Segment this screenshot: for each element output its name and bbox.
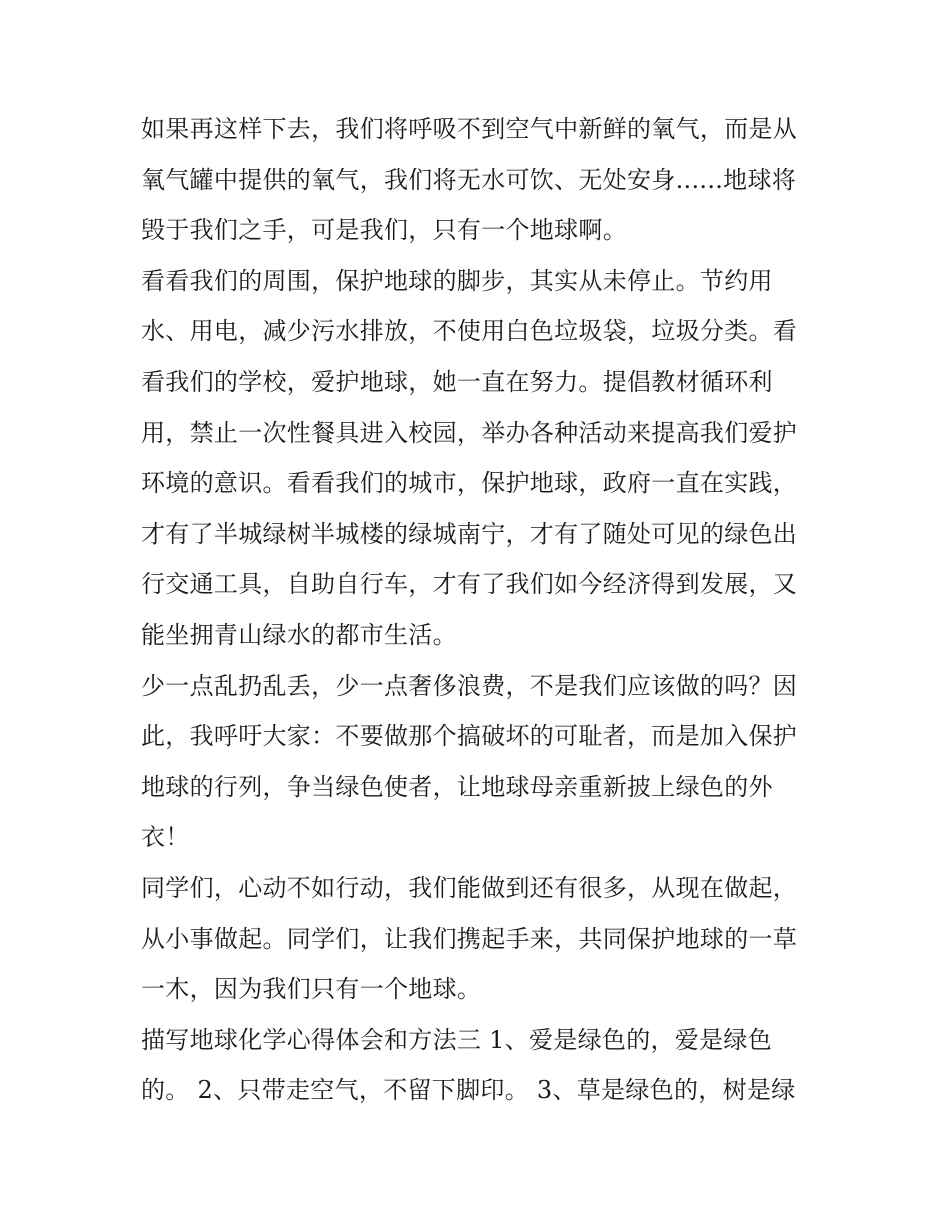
- text-line: 如果再这样下去，我们将呼吸不到空气中新鲜的氧气，而是从: [141, 115, 798, 143]
- text-line: 环境的意识。看看我们的城市，保护地球，政府一直在实践，: [141, 469, 798, 498]
- text-line: 少一点乱扔乱丢，少一点奢侈浪费，不是我们应该做的吗？因: [141, 671, 798, 700]
- body-text: [141, 104, 821, 1116]
- text-line: 地球的行列，争当绿色使者，让地球母亲重新披上绿色的外: [141, 772, 773, 801]
- text-line: 看看我们的周围，保护地球的脚步，其实从未停止。节约用: [141, 266, 773, 295]
- text-line: 能坐拥青山绿水的都市生活。: [141, 620, 457, 649]
- text-line: 同学们，心动不如行动，我们能做到还有很多，从现在做起，: [141, 873, 798, 902]
- text-line: 的。 2、只带走空气，不留下脚印。 3、草是绿色的，树是绿: [141, 1076, 796, 1105]
- text-line: 衣！: [141, 823, 190, 852]
- text-line: 描写地球化学心得体会和方法三 1、爱是绿色的，爱是绿色: [141, 1025, 772, 1054]
- text-line: 氧气罐中提供的氧气，我们将无水可饮、无处安身......地球将: [141, 165, 797, 194]
- text-line: 水、用电，减少污水排放，不使用白色垃圾袋，垃圾分类。看: [141, 317, 798, 346]
- text-line: 才有了半城绿树半城楼的绿城南宁，才有了随处可见的绿色出: [141, 519, 798, 548]
- text-line: 从小事做起。同学们，让我们携起手来，共同保护地球的一草: [141, 924, 798, 953]
- text-line: 此，我呼吁大家：不要做那个搞破坏的可耻者，而是加入保护: [141, 722, 798, 751]
- text-line: 用，禁止一次性餐具进入校园，举办各种活动来提高我们爱护: [141, 418, 798, 447]
- text-line: 一木，因为我们只有一个地球。: [141, 975, 482, 1004]
- text-line: 看我们的学校，爱护地球，她一直在努力。提倡教材循环利: [141, 367, 773, 396]
- text-line: 毁于我们之手，可是我们，只有一个地球啊。: [141, 216, 627, 245]
- text-line: 行交通工具，自助自行车，才有了我们如今经济得到发展，又: [141, 570, 798, 599]
